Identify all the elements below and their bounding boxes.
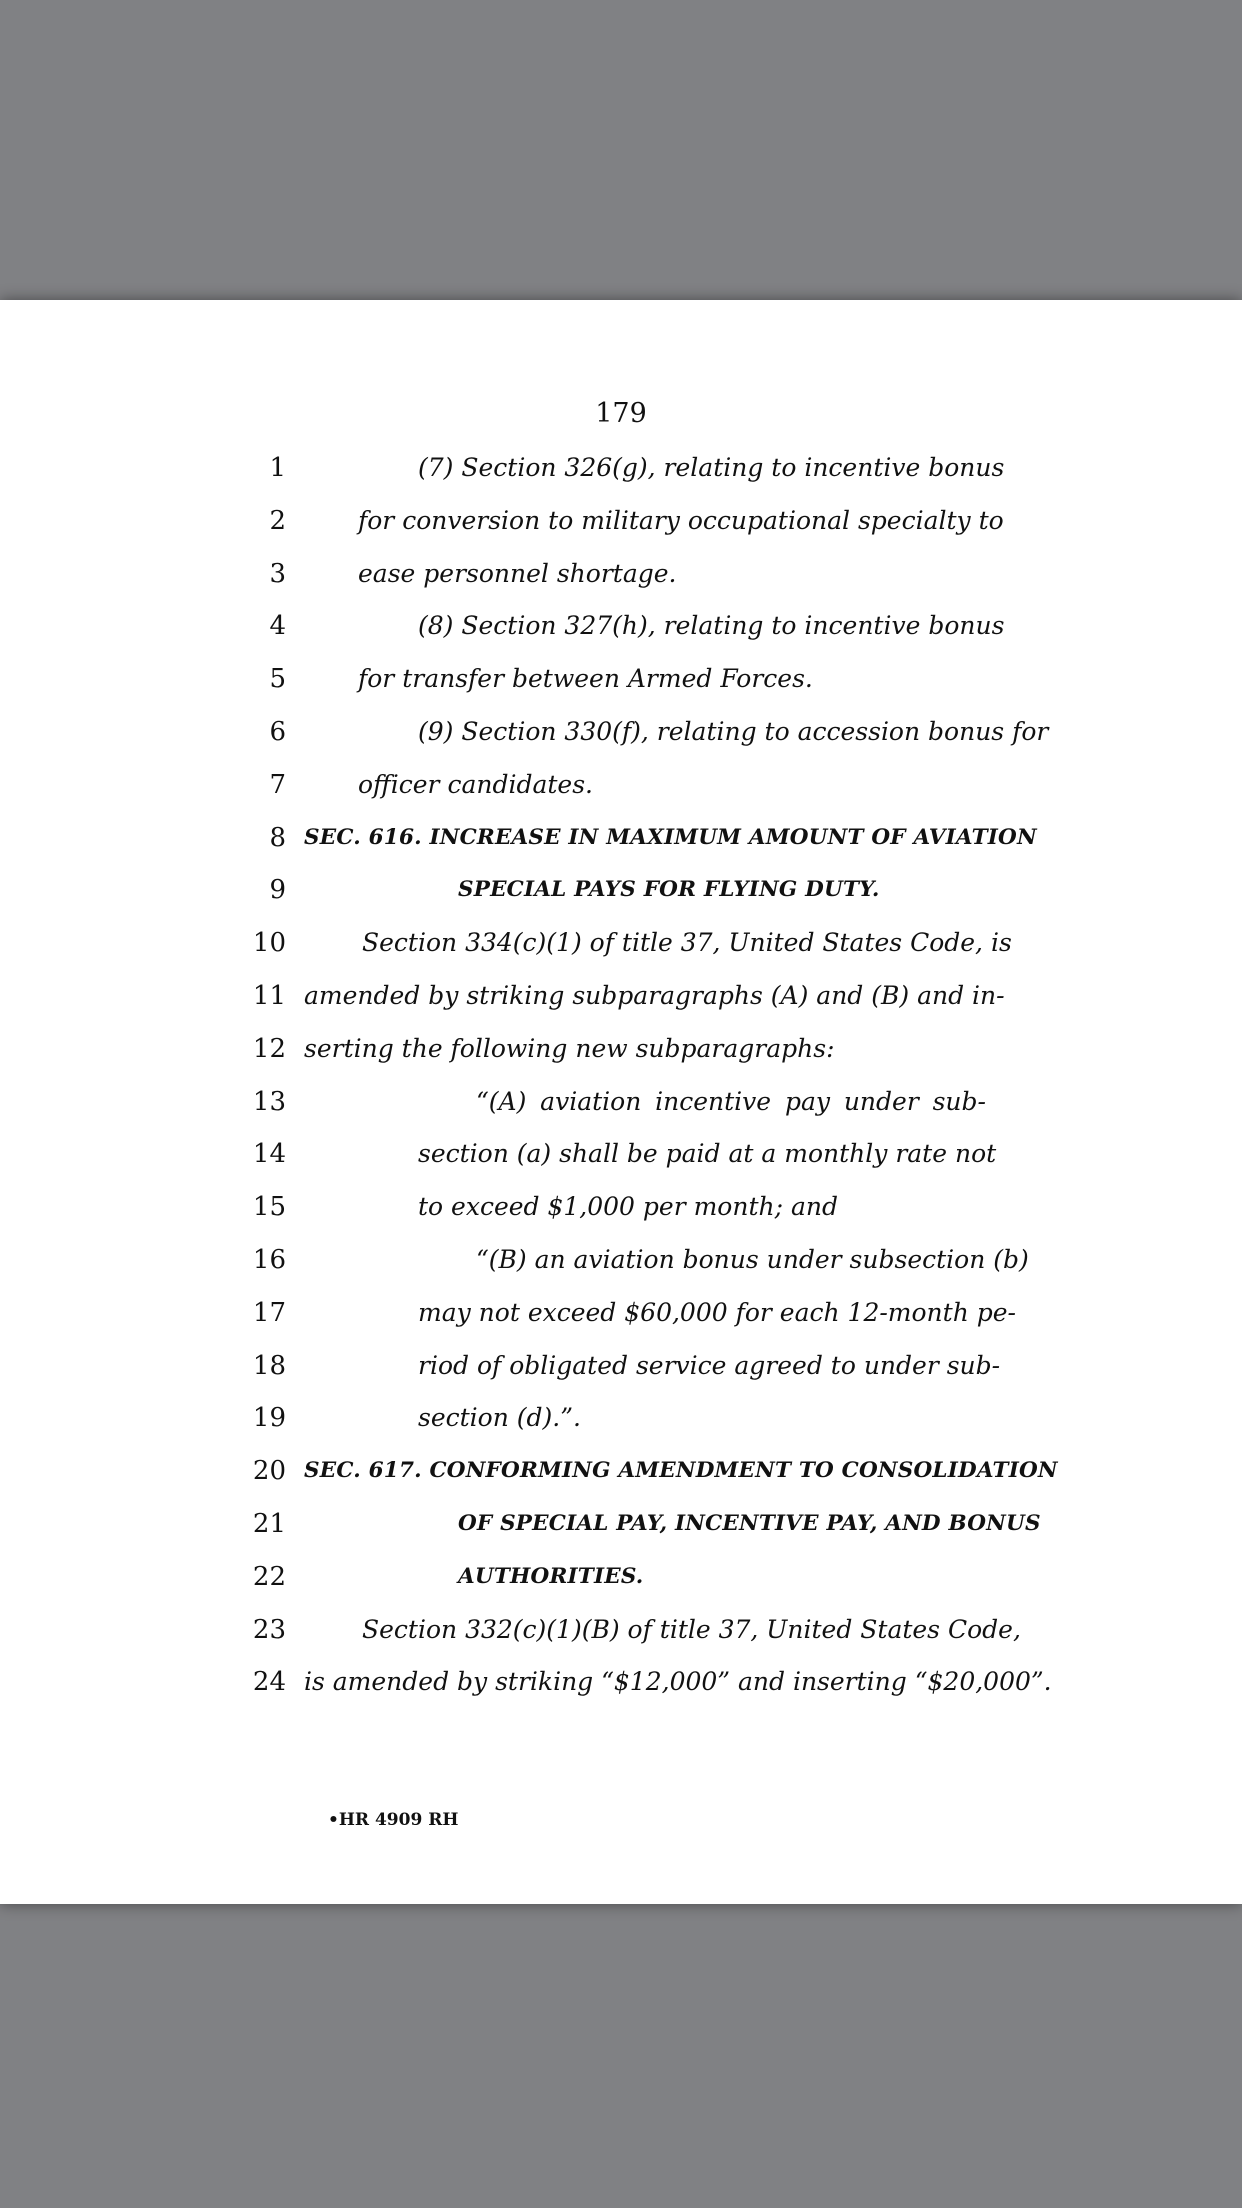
bill-line <box>0 1498 1242 1550</box>
line-number: 24 <box>252 1667 286 1698</box>
section-heading-text: SPECIAL PAYS FOR FLYING DUTY. <box>458 877 880 903</box>
line-number: 23 <box>252 1614 286 1645</box>
line-text: “(A) aviation incentive pay under sub- <box>476 1086 986 1116</box>
line-number: 7 <box>269 769 286 800</box>
bill-line <box>0 706 1242 758</box>
line-text: is amended by striking “$12,000” and inserting “$20,000”. <box>304 1667 1052 1697</box>
bill-line <box>0 548 1242 600</box>
line-text: section (a) shall be paid at a monthly rate not <box>418 1139 997 1169</box>
bill-line <box>0 1287 1242 1339</box>
line-text: serting the following new subparagraphs: <box>304 1033 835 1063</box>
line-text: to exceed $1,000 per month; and <box>418 1192 838 1222</box>
line-number: 11 <box>252 981 286 1011</box>
bill-line <box>0 1656 1242 1708</box>
bill-line <box>0 1604 1242 1656</box>
bill-line <box>0 1076 1242 1128</box>
section-heading-text: SEC. 617. CONFORMING AMENDMENT TO CONSOLIDATION <box>304 1458 1058 1484</box>
bill-line <box>0 1551 1242 1603</box>
bill-line <box>0 1445 1242 1497</box>
section-heading-text: OF SPECIAL PAY, INCENTIVE PAY, AND BONUS <box>458 1511 1041 1536</box>
line-number: 1 <box>269 453 286 483</box>
bill-line <box>0 1181 1242 1233</box>
line-text: ease personnel shortage. <box>358 558 677 588</box>
line-text: riod of obligated service agreed to under sub- <box>418 1350 1001 1380</box>
line-text: amended by striking subparagraphs (A) and (B) and in- <box>304 981 1005 1010</box>
line-number: 16 <box>252 1245 286 1275</box>
line-text: for conversion to military occupational specialty to <box>358 505 1004 535</box>
section-heading-text: SEC. 616. INCREASE IN MAXIMUM AMOUNT OF AVIATION <box>304 824 1037 850</box>
line-number: 6 <box>269 717 286 747</box>
line-text: (7) Section 326(g), relating to incentive bonus <box>418 453 1005 482</box>
line-number: 14 <box>252 1139 286 1170</box>
line-number: 22 <box>252 1561 286 1592</box>
line-number: 3 <box>269 558 286 589</box>
document-page <box>0 300 1242 1904</box>
line-text: (8) Section 327(h), relating to incentive bonus <box>418 611 1005 641</box>
bill-line <box>0 759 1242 811</box>
bill-line <box>0 442 1242 494</box>
line-text: for transfer between Armed Forces. <box>358 664 813 694</box>
line-text: Section 332(c)(1)(B) of title 37, United States Code, <box>362 1614 1021 1644</box>
line-number: 8 <box>269 822 286 853</box>
bill-line <box>0 1023 1242 1075</box>
bill-line <box>0 812 1242 864</box>
line-number: 17 <box>252 1297 286 1328</box>
bill-line <box>0 970 1242 1022</box>
line-number: 12 <box>252 1033 286 1064</box>
line-text: “(B) an aviation bonus under subsection (b) <box>476 1245 1029 1274</box>
bill-line <box>0 1234 1242 1286</box>
line-number: 9 <box>269 875 286 906</box>
bill-line <box>0 917 1242 969</box>
bill-line <box>0 653 1242 705</box>
bill-line <box>0 600 1242 652</box>
line-number: 18 <box>252 1350 286 1381</box>
line-number: 19 <box>252 1403 286 1434</box>
section-heading-text: AUTHORITIES. <box>458 1563 644 1589</box>
line-text: (9) Section 330(f), relating to accession bonus for <box>418 717 1049 746</box>
line-number: 10 <box>252 928 286 959</box>
line-text: section (d).”. <box>418 1403 581 1433</box>
line-number: 2 <box>269 505 286 536</box>
line-number: 5 <box>269 664 286 695</box>
line-number: 21 <box>252 1509 286 1539</box>
page-number: 179 <box>595 398 647 429</box>
line-text: may not exceed $60,000 for each 12-month pe- <box>418 1297 1016 1327</box>
bill-line <box>0 495 1242 547</box>
line-number: 15 <box>252 1192 286 1223</box>
bill-line <box>0 864 1242 916</box>
line-number: 20 <box>252 1456 286 1487</box>
line-text: officer candidates. <box>358 769 593 799</box>
bill-line <box>0 1340 1242 1392</box>
line-number: 4 <box>269 611 286 642</box>
line-number: 13 <box>252 1086 286 1117</box>
line-text: Section 334(c)(1) of title 37, United States Code, is <box>362 928 1012 958</box>
bill-line <box>0 1128 1242 1180</box>
bill-identifier-footer: •HR 4909 RH <box>328 1810 459 1830</box>
bill-line <box>0 1392 1242 1444</box>
